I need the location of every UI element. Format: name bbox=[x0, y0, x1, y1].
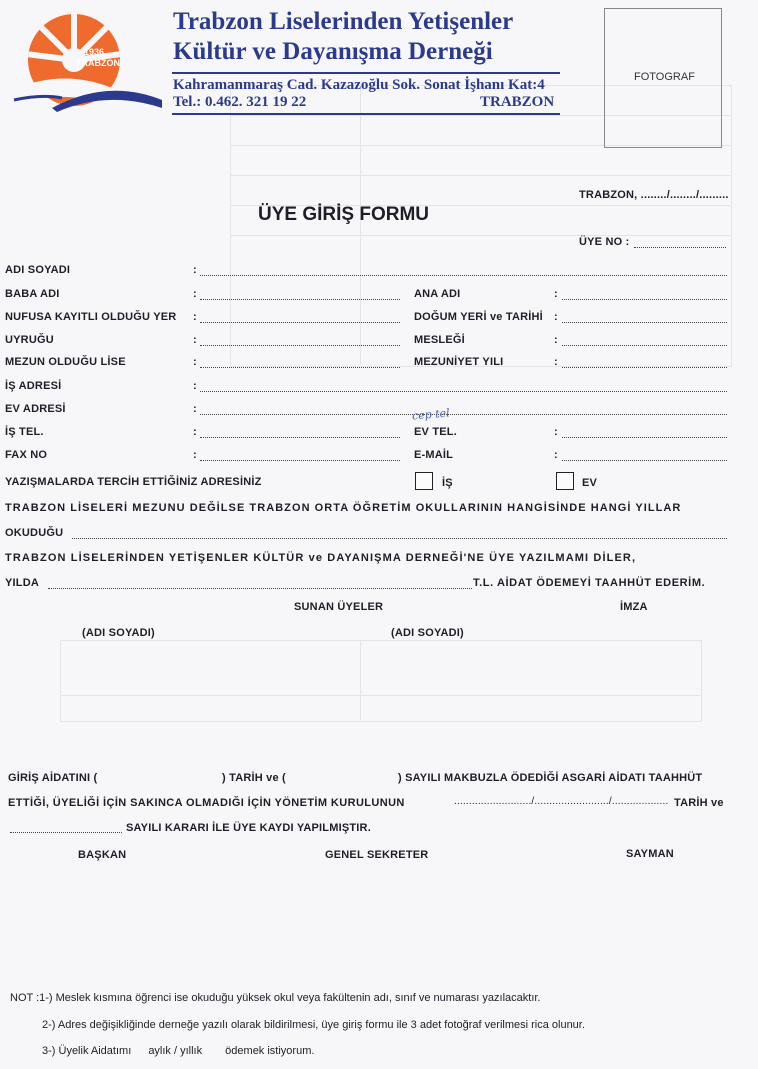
colon: : bbox=[554, 449, 558, 461]
colon: : bbox=[554, 334, 558, 346]
org-address: Kahramanmaraş Cad. Kazazoğlu Sok. Sonat İşhanı Kat:4 bbox=[173, 77, 545, 93]
school-question-line2: OKUDUĞU bbox=[5, 527, 64, 539]
label-mezun-lise: MEZUN OLDUĞU LİSE bbox=[5, 356, 126, 368]
org-name-line1: Trabzon Liselerinden Yetişenler bbox=[173, 8, 514, 35]
note-3 bbox=[42, 1045, 314, 1057]
field-is-tel[interactable] bbox=[200, 437, 400, 438]
fee-line3: SAYILI KARARI İLE ÜYE KAYDI YAPILMIŞTIR. bbox=[126, 822, 371, 834]
colon: : bbox=[193, 264, 197, 276]
label-mezuniyet-yili: MEZUNİYET YILI bbox=[414, 356, 504, 368]
checkbox-ev[interactable] bbox=[556, 472, 574, 490]
field-uyrugu[interactable] bbox=[200, 345, 400, 346]
colon: : bbox=[193, 288, 197, 300]
label-ev-adresi: EV ADRESİ bbox=[5, 403, 66, 415]
field-nufus[interactable] bbox=[200, 322, 400, 323]
date-line[interactable]: TRABZON, ......../......../......... bbox=[579, 189, 729, 201]
label-uyrugu: UYRUĞU bbox=[5, 334, 54, 346]
field-ev-adresi[interactable] bbox=[200, 414, 727, 415]
fee-line2-b: TARİH ve bbox=[674, 797, 724, 809]
field-mezuniyet-yili[interactable] bbox=[562, 367, 727, 368]
field-ev-tel[interactable] bbox=[562, 437, 727, 438]
label-is-tel: İŞ TEL. bbox=[5, 426, 44, 438]
option-is-label: İŞ bbox=[442, 477, 453, 489]
logo-year: 1936 bbox=[84, 47, 105, 57]
option-ev-label: EV bbox=[582, 477, 598, 489]
label-baba-adi: BABA ADI bbox=[5, 288, 60, 300]
fee-line2-a: ETTİĞİ, ÜYELİĞİ İÇİN SAKINCA OLMADIĞI İÇİN YÖNETİM KURULUNUN bbox=[8, 797, 405, 809]
field-fax-no[interactable] bbox=[200, 460, 400, 461]
colon: : bbox=[193, 311, 197, 323]
label-meslegi: MESLEĞİ bbox=[414, 334, 465, 346]
adi-soyadi-right: (ADI SOYADI) bbox=[391, 627, 464, 639]
colon: : bbox=[554, 356, 558, 368]
note-3-end: ödemek istiyorum. bbox=[225, 1045, 315, 1057]
org-name-line2: Kültür ve Dayanışma Derneği bbox=[173, 38, 493, 65]
label-adi-soyadi: ADI SOYADI bbox=[5, 264, 71, 276]
imza-label: İMZA bbox=[620, 601, 648, 613]
note-3-period[interactable]: aylık / yıllık bbox=[148, 1045, 203, 1057]
field-decision-date[interactable]: ........................../........................./................... bbox=[454, 796, 669, 807]
colon: : bbox=[193, 334, 197, 346]
field-decision-no[interactable] bbox=[10, 832, 122, 833]
label-ana-adi: ANA ADI bbox=[414, 288, 461, 300]
label-email: E-MAİL bbox=[414, 449, 454, 461]
label-ev-tel: EV TEL. bbox=[414, 426, 457, 438]
label-dogum: DOĞUM YERİ ve TARİHİ bbox=[414, 311, 543, 323]
field-school-years[interactable] bbox=[72, 538, 727, 539]
preference-label: YAZIŞMALARDA TERCİH ETTİĞİNİZ ADRESİNİZ bbox=[5, 476, 262, 488]
colon: : bbox=[554, 426, 558, 438]
colon: : bbox=[193, 403, 197, 415]
baskan-label: BAŞKAN bbox=[78, 849, 127, 861]
sunan-uyeler: SUNAN ÜYELER bbox=[294, 601, 384, 613]
fee-line1-a: GİRİŞ AİDATINI ( bbox=[8, 772, 98, 784]
declaration-line1: TRABZON LİSELERİNDEN YETİŞENLER KÜLTÜR ve DAYANIŞMA DERNEĞİ'NE ÜYE YAZILMAMI DİLER, bbox=[5, 552, 637, 564]
form-title: ÜYE GİRİŞ FORMU bbox=[258, 204, 430, 225]
school-question-line1: TRABZON LİSELERİ MEZUNU DEĞİLSE TRABZON ORTA ÖĞRETİM OKULLARININ HANGİSİNDE HANGİ YILLAR bbox=[5, 502, 682, 514]
field-mezun-lise[interactable] bbox=[200, 367, 400, 368]
label-fax-no: FAX NO bbox=[5, 449, 48, 461]
genel-sekreter-label: GENEL SEKRETER bbox=[325, 849, 429, 861]
field-ana-adi[interactable] bbox=[562, 299, 727, 300]
fee-line1-b: ) TARİH ve ( bbox=[222, 772, 286, 784]
sayman-label: SAYMAN bbox=[626, 848, 674, 860]
member-no-label: ÜYE NO : bbox=[579, 236, 630, 248]
declaration-line2-start: YILDA bbox=[5, 577, 39, 589]
colon: : bbox=[193, 449, 197, 461]
handwritten-cep-tel: cep tel bbox=[411, 406, 451, 423]
colon: : bbox=[193, 356, 197, 368]
field-annual-fee[interactable] bbox=[48, 588, 472, 589]
field-meslegi[interactable] bbox=[562, 345, 727, 346]
colon: : bbox=[193, 380, 197, 392]
note-1: NOT :1-) Meslek kısmına öğrenci ise okuduğu yüksek okul veya fakültenin adı, sınıf ve numarası yazılacaktır. bbox=[10, 992, 541, 1004]
photo-label: FOTOGRAF bbox=[634, 71, 695, 83]
note-3-start: 3-) Üyelik Aidatımı bbox=[42, 1045, 132, 1057]
field-dogum[interactable] bbox=[562, 322, 727, 323]
field-is-adresi[interactable] bbox=[200, 391, 727, 392]
photo-box[interactable] bbox=[604, 8, 722, 148]
note-2: 2-) Adres değişikliğinde derneğe yazılı olarak bildirilmesi, üye giriş formu ile 3 adet fotoğraf verilmesi rica olunur. bbox=[42, 1019, 585, 1031]
field-email[interactable] bbox=[562, 460, 727, 461]
org-phone: Tel.: 0.462. 321 19 22 bbox=[173, 94, 307, 110]
header-rule-top bbox=[172, 72, 560, 74]
fee-line1-c: ) SAYILI MAKBUZLA ÖDEDİĞİ ASGARİ AİDATI TAAHHÜT bbox=[398, 772, 703, 784]
association-logo bbox=[12, 8, 162, 118]
checkbox-is[interactable] bbox=[415, 472, 433, 490]
logo-city: TRABZON bbox=[76, 58, 120, 68]
label-nufus: NUFUSA KAYITLI OLDUĞU YER bbox=[5, 311, 177, 323]
member-no-field[interactable] bbox=[634, 247, 726, 248]
label-is-adresi: İŞ ADRESİ bbox=[5, 380, 62, 392]
header-rule-bottom bbox=[172, 113, 560, 115]
declaration-line2-end: T.L. AİDAT ÖDEMEYİ TAAHHÜT EDERİM. bbox=[473, 577, 706, 589]
field-baba-adi[interactable] bbox=[200, 299, 400, 300]
colon: : bbox=[193, 426, 197, 438]
adi-soyadi-left: (ADI SOYADI) bbox=[82, 627, 155, 639]
colon: : bbox=[554, 288, 558, 300]
org-city: TRABZON bbox=[480, 94, 555, 110]
field-adi-soyadi[interactable] bbox=[200, 275, 727, 276]
colon: : bbox=[554, 311, 558, 323]
